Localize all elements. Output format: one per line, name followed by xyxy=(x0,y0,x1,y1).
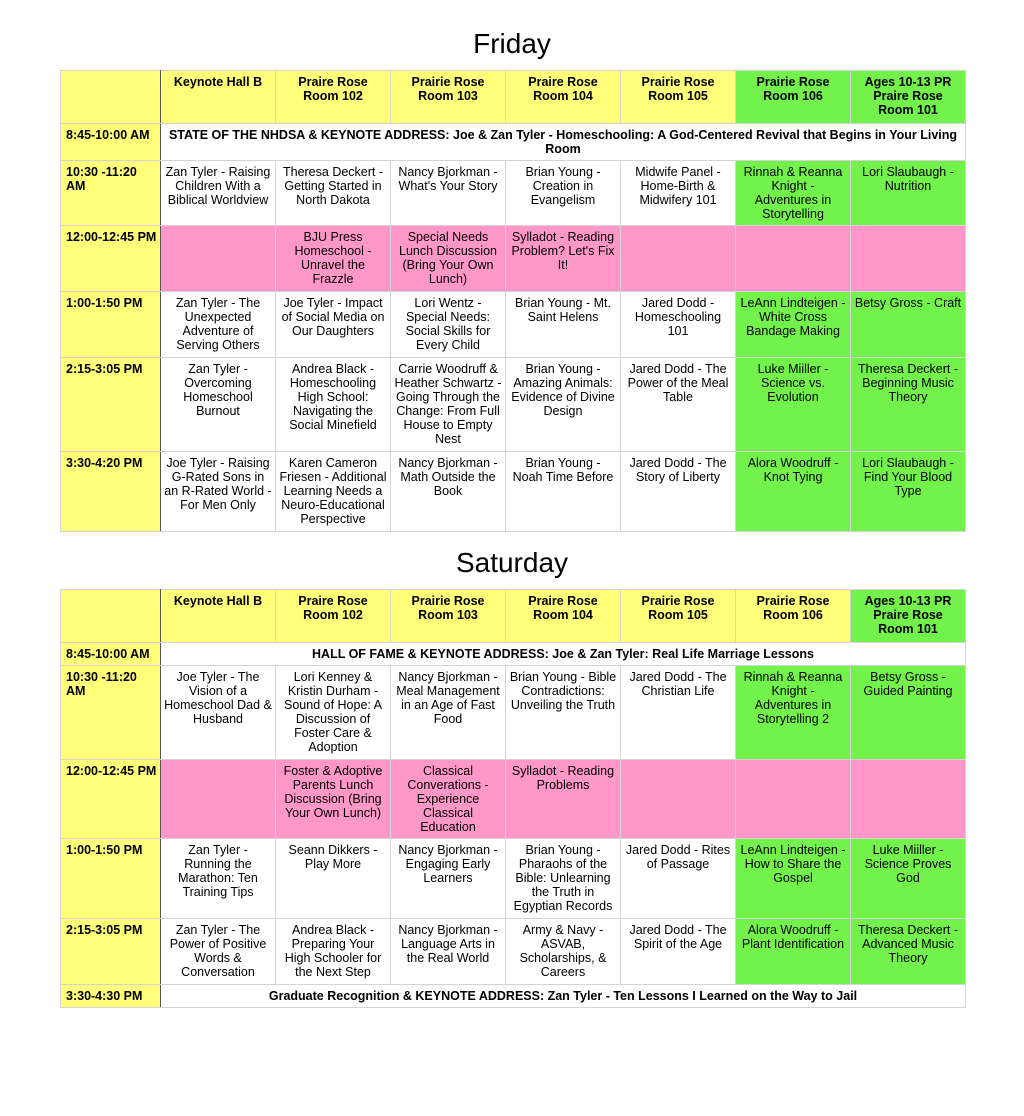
session-cell: Midwife Panel - Home-Birth & Midwifery 101 xyxy=(621,161,736,226)
header-row xyxy=(61,71,966,124)
session-cell: Brian Young - Bible Contradictions: Unveiling the Truth xyxy=(506,666,621,760)
time-cell: 3:30-4:30 PM xyxy=(61,985,161,1008)
session-cell: Zan Tyler - Raising Children With a Biblical Worldview xyxy=(161,161,276,226)
header-room: Ages 10-13 PR Praire Rose Room 101 xyxy=(851,590,966,643)
session-cell: Army & Navy - ASVAB, Scholarships, & Careers xyxy=(506,919,621,985)
session-cell: Nancy Bjorkman - Meal Management in an Age of Fast Food xyxy=(391,666,506,760)
session-cell: Nancy Bjorkman - Engaging Early Learners xyxy=(391,839,506,919)
header-room: Praire Rose Room 104 xyxy=(506,590,621,643)
lunch-row xyxy=(61,226,966,292)
session-cell: Joe Tyler - The Vision of a Homeschool Dad & Husband xyxy=(161,666,276,760)
header-room: Keynote Hall B xyxy=(161,590,276,643)
header-time-cell xyxy=(61,71,161,124)
header-room: Prairie Rose Room 105 xyxy=(621,590,736,643)
session-cell: Joe Tyler - Impact of Social Media on Our Daughters xyxy=(276,292,391,358)
session-cell: Zan Tyler - The Unexpected Adventure of Serving Others xyxy=(161,292,276,358)
friday-schedule-table xyxy=(60,70,966,532)
session-cell: Brian Young - Pharaohs of the Bible: Unlearning the Truth in Egyptian Records xyxy=(506,839,621,919)
time-cell: 8:45-10:00 AM xyxy=(61,124,161,161)
session-row xyxy=(61,666,966,760)
session-row xyxy=(61,919,966,985)
header-row xyxy=(61,590,966,643)
session-cell: Brian Young - Mt. Saint Helens xyxy=(506,292,621,358)
keynote-row xyxy=(61,643,966,666)
session-cell: Nancy Bjorkman - What's Your Story xyxy=(391,161,506,226)
session-cell: Jared Dodd - Rites of Passage xyxy=(621,839,736,919)
header-room: Praire Rose Room 102 xyxy=(276,71,391,124)
session-cell: Joe Tyler - Raising G-Rated Sons in an R-Rated World - For Men Only xyxy=(161,452,276,532)
session-cell: Sylladot - Reading Problems xyxy=(506,760,621,839)
keynote-cell: STATE OF THE NHDSA & KEYNOTE ADDRESS: Joe & Zan Tyler - Homeschooling: A God-Centered Revival that Begins in Your Living Room xyxy=(161,124,966,161)
session-cell: Jared Dodd - Homeschooling 101 xyxy=(621,292,736,358)
time-cell: 2:15-3:05 PM xyxy=(61,358,161,452)
session-cell: Nancy Bjorkman - Language Arts in the Real World xyxy=(391,919,506,985)
session-cell: Andrea Black - Homeschooling High School: Navigating the Social Minefield xyxy=(276,358,391,452)
session-cell: Carrie Woodruff & Heather Schwartz - Going Through the Change: From Full House to Empty Nest xyxy=(391,358,506,452)
session-cell: Betsy Gross - Guided Painting xyxy=(851,666,966,760)
header-room: Praire Rose Room 104 xyxy=(506,71,621,124)
session-cell: Classical Converations - Experience Classical Education xyxy=(391,760,506,839)
time-cell: 2:15-3:05 PM xyxy=(61,919,161,985)
time-cell: 10:30 -11:20 AM xyxy=(61,666,161,760)
session-cell xyxy=(851,226,966,292)
friday-title: Friday xyxy=(473,28,551,59)
session-cell: Zan Tyler - The Power of Positive Words & Conversation xyxy=(161,919,276,985)
session-row xyxy=(61,292,966,358)
header-room: Prairie Rose Room 105 xyxy=(621,71,736,124)
session-cell xyxy=(161,760,276,839)
session-cell xyxy=(851,760,966,839)
time-cell: 1:00-1:50 PM xyxy=(61,839,161,919)
session-cell: Jared Dodd - The Power of the Meal Table xyxy=(621,358,736,452)
session-row xyxy=(61,839,966,919)
session-row xyxy=(61,358,966,452)
session-cell: Rinnah & Reanna Knight - Adventures in Storytelling 2 xyxy=(736,666,851,760)
session-cell xyxy=(736,760,851,839)
session-cell: Karen Cameron Friesen - Additional Learning Needs a Neuro-Educational Perspective xyxy=(276,452,391,532)
session-cell: Foster & Adoptive Parents Lunch Discussion (Bring Your Own Lunch) xyxy=(276,760,391,839)
header-room: Prairie Rose Room 103 xyxy=(391,590,506,643)
session-cell: Lori Slaubaugh - Nutrition xyxy=(851,161,966,226)
session-cell: Luke Miiller - Science Proves God xyxy=(851,839,966,919)
keynote-row xyxy=(61,124,966,161)
header-room: Praire Rose Room 102 xyxy=(276,590,391,643)
session-cell: Sylladot - Reading Problem? Let's Fix It! xyxy=(506,226,621,292)
session-cell: Lori Wentz - Special Needs: Social Skills for Every Child xyxy=(391,292,506,358)
saturday-title: Saturday xyxy=(455,547,569,578)
time-cell: 12:00-12:45 PM xyxy=(61,226,161,292)
session-cell: Betsy Gross - Craft xyxy=(851,292,966,358)
keynote-cell: Graduate Recognition & KEYNOTE ADDRESS: Zan Tyler - Ten Lessons I Learned on the Way to Jail xyxy=(161,985,966,1008)
time-cell: 12:00-12:45 PM xyxy=(61,760,161,839)
session-cell: Lori Kenney & Kristin Durham - Sound of Hope: A Discussion of Foster Care & Adoption xyxy=(276,666,391,760)
session-cell: Jared Dodd - The Christian Life xyxy=(621,666,736,760)
session-cell: Lori Slaubaugh - Find Your Blood Type xyxy=(851,452,966,532)
session-cell: Special Needs Lunch Discussion (Bring Your Own Lunch) xyxy=(391,226,506,292)
session-cell: Zan Tyler - Running the Marathon: Ten Training Tips xyxy=(161,839,276,919)
session-cell: Alora Woodruff - Plant Identification xyxy=(736,919,851,985)
session-cell: BJU Press Homeschool - Unravel the Frazzle xyxy=(276,226,391,292)
session-cell: Jared Dodd - The Story of Liberty xyxy=(621,452,736,532)
session-cell: Theresa Deckert - Advanced Music Theory xyxy=(851,919,966,985)
session-row xyxy=(61,161,966,226)
session-cell: Theresa Deckert - Beginning Music Theory xyxy=(851,358,966,452)
session-cell: Rinnah & Reanna Knight - Adventures in Storytelling xyxy=(736,161,851,226)
session-cell: Brian Young - Noah Time Before xyxy=(506,452,621,532)
session-cell: Brian Young - Amazing Animals: Evidence of Divine Design xyxy=(506,358,621,452)
time-cell: 1:00-1:50 PM xyxy=(61,292,161,358)
header-time-cell xyxy=(61,590,161,643)
session-cell xyxy=(161,226,276,292)
session-cell: Nancy Bjorkman - Math Outside the Book xyxy=(391,452,506,532)
lunch-row xyxy=(61,760,966,839)
session-cell: Andrea Black - Preparing Your High Schooler for the Next Step xyxy=(276,919,391,985)
session-cell: Seann Dikkers - Play More xyxy=(276,839,391,919)
session-cell: Alora Woodruff - Knot Tying xyxy=(736,452,851,532)
time-cell: 3:30-4:20 PM xyxy=(61,452,161,532)
session-cell: Jared Dodd - The Spirit of the Age xyxy=(621,919,736,985)
header-room: Ages 10-13 PR Praire Rose Room 101 xyxy=(851,71,966,124)
session-cell: LeAnn Lindteigen - White Cross Bandage Making xyxy=(736,292,851,358)
saturday-schedule-table xyxy=(60,589,966,1008)
closing-keynote-row xyxy=(61,985,966,1008)
header-room: Prairie Rose Room 103 xyxy=(391,71,506,124)
session-cell: Brian Young - Creation in Evangelism xyxy=(506,161,621,226)
session-cell xyxy=(621,226,736,292)
session-cell: LeAnn Lindteigen - How to Share the Gospel xyxy=(736,839,851,919)
header-room: Prairie Rose Room 106 xyxy=(736,590,851,643)
session-row xyxy=(61,452,966,532)
time-cell: 8:45-10:00 AM xyxy=(61,643,161,666)
session-cell xyxy=(736,226,851,292)
time-cell: 10:30 -11:20 AM xyxy=(61,161,161,226)
session-cell: Zan Tyler - Overcoming Homeschool Burnout xyxy=(161,358,276,452)
header-room: Keynote Hall B xyxy=(161,71,276,124)
session-cell: Luke Miiller - Science vs. Evolution xyxy=(736,358,851,452)
keynote-cell: HALL OF FAME & KEYNOTE ADDRESS: Joe & Zan Tyler: Real Life Marriage Lessons xyxy=(161,643,966,666)
header-room: Prairie Rose Room 106 xyxy=(736,71,851,124)
session-cell xyxy=(621,760,736,839)
session-cell: Theresa Deckert - Getting Started in North Dakota xyxy=(276,161,391,226)
